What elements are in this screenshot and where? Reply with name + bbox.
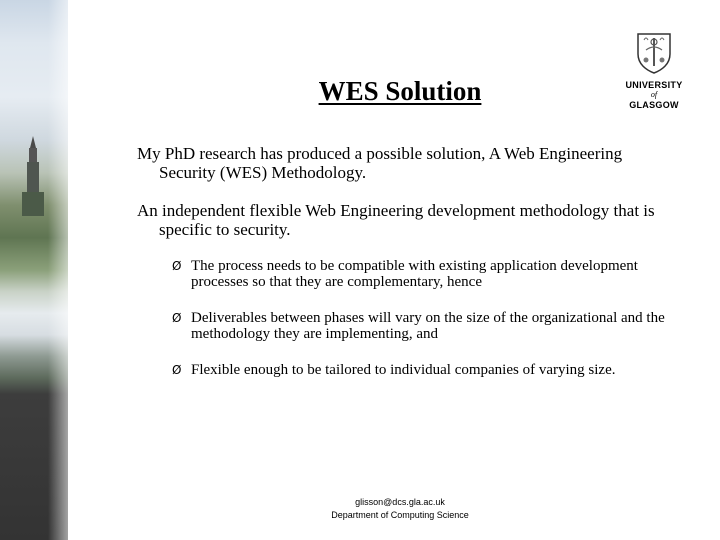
arrow-bullet-icon: Ø <box>172 363 182 377</box>
list-item <box>172 310 672 342</box>
bullet-text: Flexible enough to be tailored to individual companies of varying size. <box>191 362 616 378</box>
university-crest-icon <box>634 30 674 74</box>
strip-fade <box>48 0 68 540</box>
logo-glasgow-text: GLASGOW <box>629 100 679 110</box>
list-item <box>172 362 672 378</box>
bullet-text: The process needs to be compatible with existing application development processes so that they are complementary, hence <box>191 258 638 290</box>
arrow-bullet-icon: Ø <box>172 259 182 273</box>
logo-university-text: UNIVERSITY <box>625 80 683 90</box>
university-logo <box>620 30 688 110</box>
slide-footer <box>300 496 500 522</box>
footer-email: glisson@dcs.gla.ac.uk <box>355 497 445 507</box>
footer-department: Department of Computing Science <box>331 510 469 520</box>
side-photo-strip <box>0 0 68 540</box>
bullet-list <box>172 258 672 398</box>
arrow-bullet-icon: Ø <box>172 311 182 325</box>
logo-of-text: of <box>650 90 658 99</box>
list-item <box>172 258 672 290</box>
tower-image <box>18 136 48 216</box>
bullet-text: Deliverables between phases will vary on the size of the organizational and the methodology they are implementing, and <box>191 310 665 342</box>
paragraph-methodology: An independent flexible Web Engineering development methodology that is specific to security. <box>137 201 655 239</box>
slide-title: WES Solution <box>318 76 482 107</box>
paragraph-phd-research: My PhD research has produced a possible solution, A Web Engineering Security (WES) Methodology. <box>137 144 623 182</box>
